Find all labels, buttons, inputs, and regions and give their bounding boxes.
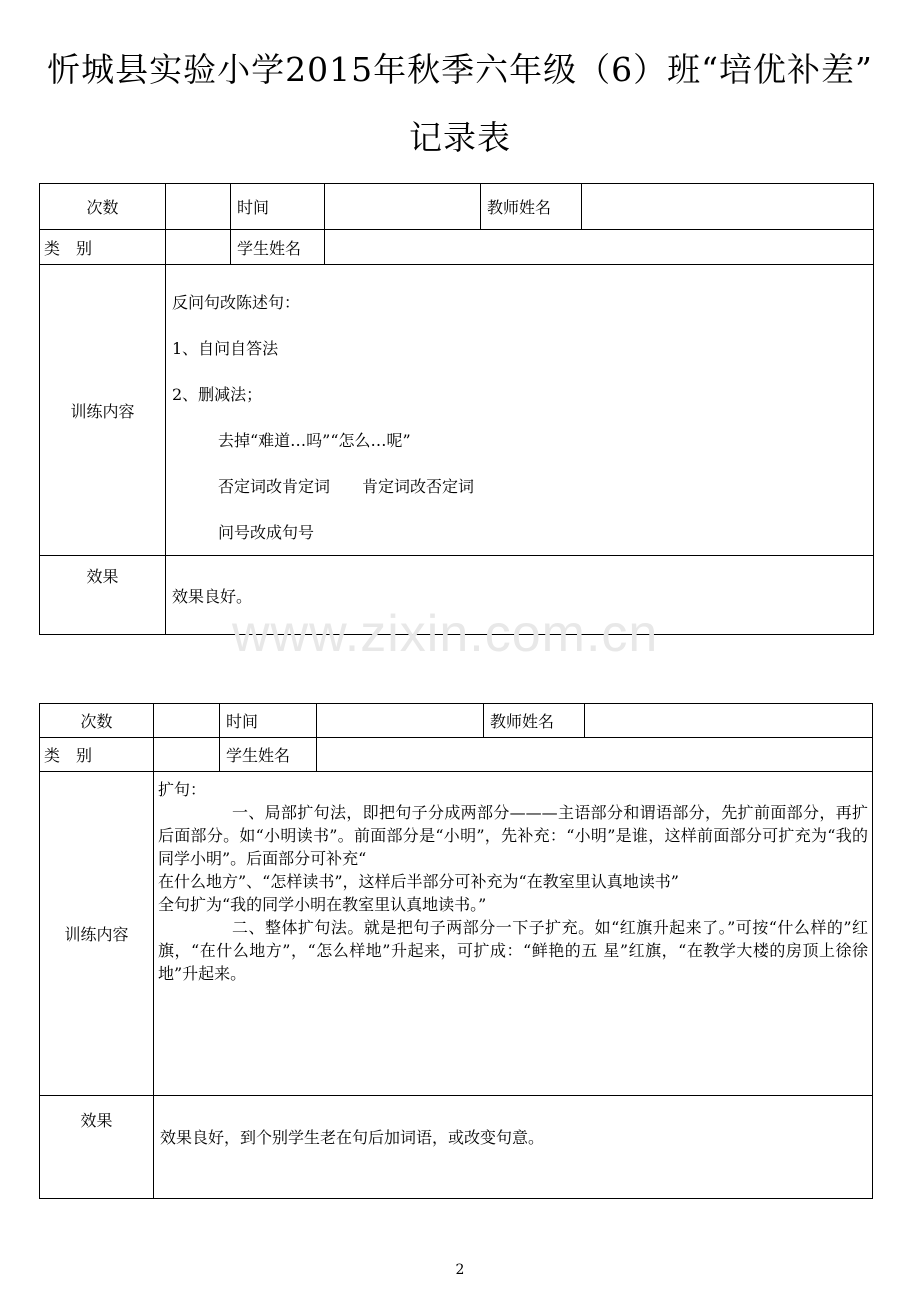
teacher-name-value bbox=[585, 704, 873, 738]
student-name-label: 学生姓名 bbox=[231, 230, 325, 265]
content-line: 全句扩为“我的同学小明在教室里认真地读书。” bbox=[158, 895, 487, 914]
content-line: 一、局部扩句法，即把句子分成两部分———主语部分和谓语部分，先扩前面部分，再扩后面部分。如“小明读书”。前面部分是“小明”，先补充：“小明”是谁，这样前面部分可扩充为“我的同学小明”。后面部分可补充“ bbox=[158, 803, 868, 868]
times-value bbox=[154, 704, 220, 738]
content-line: 反问句改陈述句： bbox=[172, 293, 301, 312]
effect-value-1: 效果良好。 bbox=[166, 556, 874, 635]
content-line: 二、整体扩句法。就是把句子两部分一下子扩充。如“红旗升起来了。”可按“什么样的”红旗，“在什么地方”，“怎么样地”升起来，可扩成：“鲜艳的五 星”红旗，“在教学大楼的房顶上徐徐地”升起来。 bbox=[158, 918, 868, 983]
effect-value-2: 效果良好，到个别学生老在句后加词语，或改变句意。 bbox=[154, 1096, 873, 1199]
category-value bbox=[154, 738, 220, 772]
time-value bbox=[325, 184, 481, 230]
teacher-name-value bbox=[582, 184, 874, 230]
category-value bbox=[166, 230, 231, 265]
content-line: 去掉“难道…吗”“怎么…呢” bbox=[218, 431, 411, 450]
page-title: 忻城县实验小学2015年秋季六年级（6）班“培优补差” bbox=[47, 50, 873, 89]
page-number: 2 bbox=[455, 1262, 465, 1278]
content-line: 在什么地方”、“怎样读书”，这样后半部分可补充为“在教室里认真地读书” bbox=[158, 872, 679, 891]
content-line: 问号改成句号 bbox=[218, 523, 315, 542]
training-content-label: 训练内容 bbox=[40, 265, 166, 556]
record-table-2 bbox=[39, 703, 873, 1199]
content-line: 否定词改肯定词 肯定词改否定词 bbox=[218, 477, 475, 496]
category-label: 类 别 bbox=[40, 230, 166, 265]
training-content-1 bbox=[166, 265, 874, 556]
student-name-value bbox=[317, 738, 873, 772]
time-value bbox=[317, 704, 484, 738]
effect-label: 效果 bbox=[40, 1096, 154, 1199]
record-table-1 bbox=[39, 183, 874, 635]
category-label: 类 别 bbox=[40, 738, 154, 772]
training-content-label: 训练内容 bbox=[40, 772, 154, 1096]
teacher-name-label: 教师姓名 bbox=[481, 184, 582, 230]
training-content-2 bbox=[154, 772, 873, 1096]
content-line: 扩句： bbox=[158, 780, 207, 799]
time-label: 时间 bbox=[220, 704, 317, 738]
time-label: 时间 bbox=[231, 184, 325, 230]
watermark: www.zixin.com.cn bbox=[232, 605, 659, 663]
teacher-name-label: 教师姓名 bbox=[484, 704, 585, 738]
content-line: 2、删减法； bbox=[172, 385, 263, 404]
page-subtitle: 记录表 bbox=[409, 118, 511, 157]
student-name-label: 学生姓名 bbox=[220, 738, 317, 772]
effect-label: 效果 bbox=[40, 556, 166, 635]
times-label: 次数 bbox=[40, 184, 166, 230]
content-line: 1、自问自答法 bbox=[172, 339, 279, 358]
times-label: 次数 bbox=[40, 704, 154, 738]
student-name-value bbox=[325, 230, 874, 265]
times-value bbox=[166, 184, 231, 230]
